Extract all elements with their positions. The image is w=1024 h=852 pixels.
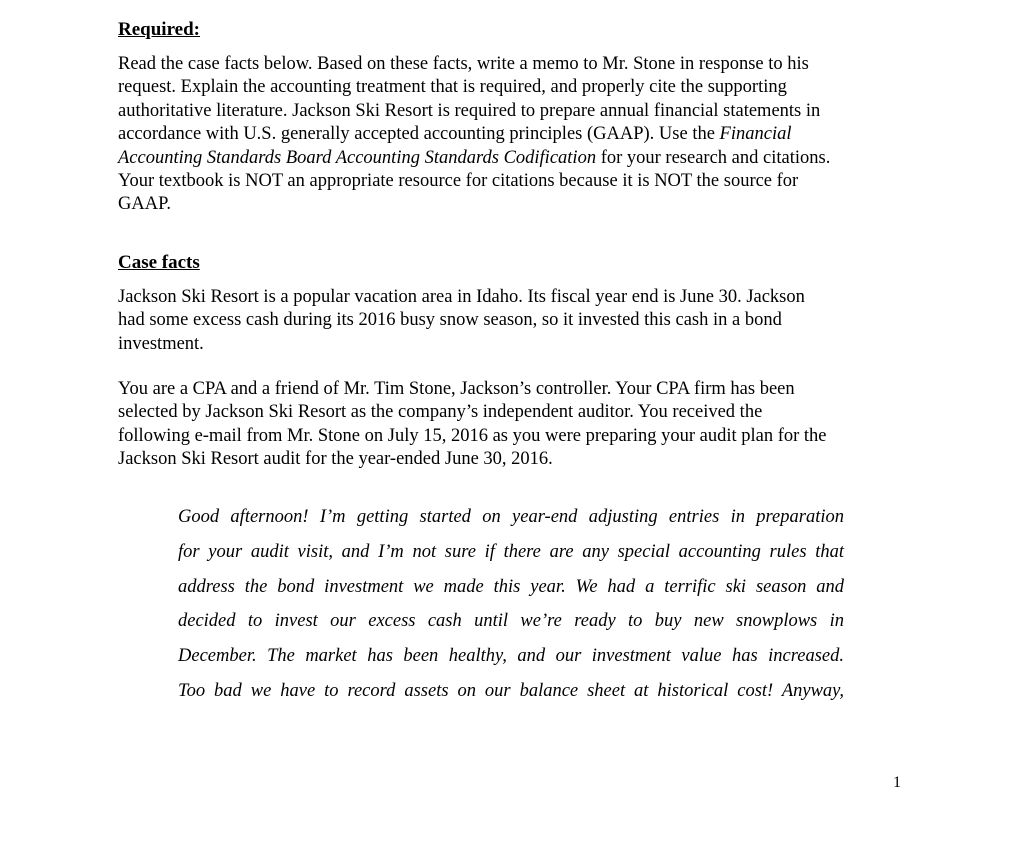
paragraph-line: Jackson Ski Resort is a popular vacation area in Idaho. Its fiscal year end is June 30. Jackson: [118, 287, 805, 307]
paragraph-line: request. Explain the accounting treatment that is required, and properly cite the supporting: [118, 77, 787, 98]
paragraph-line: authoritative literature. Jackson Ski Resort is required to prepare annual financial statements in: [118, 100, 821, 121]
case-facts-paragraph-2: [118, 378, 918, 472]
paragraph-line: You are a CPA and a friend of Mr. Tim Stone, Jackson’s controller. Your CPA firm has been: [118, 379, 795, 399]
paragraph-line: [118, 123, 918, 146]
quote-line: decided to invest our excess cash until we’re ready to buy new snowplows in: [178, 611, 844, 632]
quote-line: Good afternoon! I’m getting started on year-end adjusting entries in preparation: [178, 507, 844, 527]
paragraph-line: investment.: [118, 333, 204, 354]
required-heading: Required:: [118, 19, 200, 40]
quote-line: address the bond investment we made this year. We had a terrific ski season and: [178, 576, 844, 597]
paragraph-line: following e-mail from Mr. Stone on July 15, 2016 as you were preparing your audit plan for the: [118, 425, 827, 446]
codification-title-part: Financial: [719, 124, 792, 145]
paragraph-line: selected by Jackson Ski Resort as the company’s independent auditor. You received the: [118, 402, 763, 423]
quote-line: Too bad we have to record assets on our balance sheet at historical cost! Anyway,: [178, 680, 844, 701]
paragraph-line: had some excess cash during its 2016 busy snow season, so it invested this cash in a bond: [118, 310, 782, 331]
paragraph-line: Your textbook is NOT an appropriate resource for citations because it is NOT the source for: [118, 171, 799, 192]
case-facts-heading: Case facts: [118, 252, 200, 273]
line-text: accordance with U.S. generally accepted accounting principles (GAAP). Use the: [118, 124, 715, 145]
case-facts-paragraph-1: [118, 286, 918, 356]
required-paragraph: [118, 53, 918, 217]
paragraph-line: Jackson Ski Resort audit for the year-ended June 30, 2016.: [118, 449, 553, 470]
paragraph-line: Read the case facts below. Based on these facts, write a memo to Mr. Stone in response to his: [118, 54, 809, 74]
paragraph-line: GAAP.: [118, 194, 171, 215]
paragraph-line: [118, 147, 918, 170]
line-text: for your research and citations.: [596, 147, 831, 168]
quote-line: for your audit visit, and I’m not sure if there are any special accounting rules that: [178, 541, 844, 562]
email-quote: [178, 500, 878, 709]
quote-line: December. The market has been healthy, and our investment value has increased.: [178, 646, 844, 667]
codification-title-part: Accounting Standards Board Accounting Standards Codification: [118, 147, 597, 168]
page-number: 1: [893, 774, 901, 791]
